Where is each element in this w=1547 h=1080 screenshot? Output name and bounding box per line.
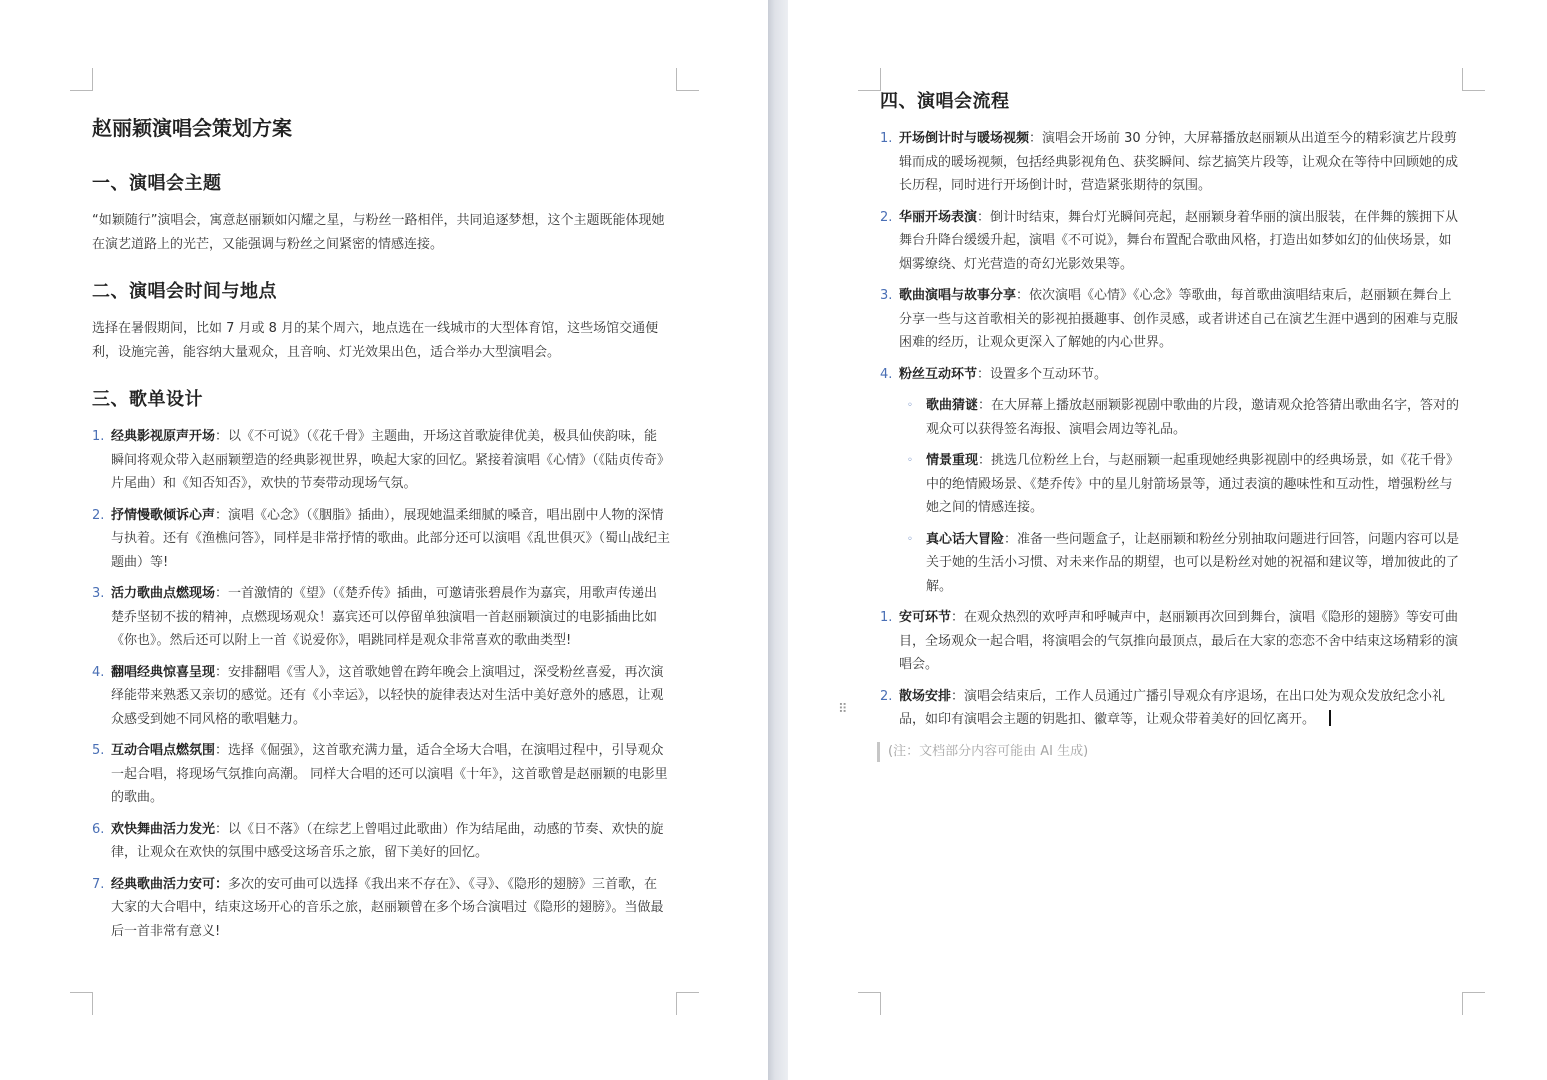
list-number: 2. <box>880 688 893 704</box>
list-number: 4. <box>92 664 105 680</box>
list-item-text: ：挑选几位粉丝上台，与赵丽颖一起重现她经典影视剧中的经典场景，如《花千骨》中的绝情殿场景、《楚乔传》中的星儿射箭场景等，通过表演的趣味性和互动性，增强粉丝与她之间的情感连接。 <box>926 453 1460 515</box>
list-item-label: 欢快舞曲活力发光 <box>111 821 216 837</box>
list-number: 3. <box>92 586 105 601</box>
section-heading-time-venue[interactable]: 二、演唱会时间与地点 <box>92 281 277 302</box>
sub-list-item[interactable] <box>880 449 1464 520</box>
list-item-label: 华丽开场表演 <box>899 209 978 225</box>
page-2-content[interactable] <box>880 89 1464 762</box>
sub-list-item[interactable] <box>880 528 1464 599</box>
list-item[interactable] <box>880 606 1464 677</box>
list-item-label: 安可环节 <box>899 610 952 625</box>
interaction-sublist <box>880 394 1464 598</box>
list-item-label: 开场倒计时与暖场视频 <box>899 131 1030 146</box>
bullet-icon: ◦ <box>907 455 913 466</box>
bullet-icon: ◦ <box>907 533 913 545</box>
list-item-label: 互动合唱点燃氛围 <box>111 743 216 758</box>
list-item[interactable] <box>92 739 670 810</box>
list-item-text: ：在大屏幕上播放赵丽颖影视剧中歌曲的片段，邀请观众抢答猜出歌曲名字，答对的观众可以获得签名海报、演唱会周边等礼品。 <box>926 398 1460 437</box>
list-item-text: ：选择《倔强》，这首歌充满力量，适合全场大合唱，在演唱过程中，引导观众一起合唱，将现场气氛推向高潮。 同样大合唱的还可以演唱《十年》，这首歌曾是赵丽颖的电影里的歌曲。 <box>111 743 668 805</box>
list-item[interactable] <box>92 818 670 865</box>
crop-mark <box>858 992 881 1015</box>
crop-mark <box>70 68 93 91</box>
list-item-text: ：以《日不落》（在综艺上曾唱过此歌曲）作为结尾曲，动感的节奏、欢快的旋律，让观众在欢快的氛围中感受这场音乐之旅，留下美好的回忆。 <box>111 821 664 860</box>
crop-mark <box>676 68 699 91</box>
list-number: 1. <box>880 610 893 625</box>
list-item-label: 散场安排 <box>899 688 952 704</box>
section-text-time-venue[interactable]: 选择在暑假期间，比如 7 月或 8 月的某个周六，地点选在一线城市的大型体育馆，这些场馆交通便利，设施完善，能容纳大量观众，且音响、灯光效果出色，适合举办大型演唱会。 <box>92 321 659 360</box>
list-number: 3. <box>880 288 893 303</box>
list-item[interactable] <box>880 685 1464 732</box>
list-item[interactable] <box>92 873 670 944</box>
list-item[interactable] <box>880 284 1464 355</box>
section-heading-setlist[interactable]: 三、歌单设计 <box>92 389 203 410</box>
flow-list-continued <box>880 606 1464 732</box>
list-item-text: ：设置多个互动环节。 <box>977 366 1108 382</box>
list-item[interactable] <box>92 661 670 732</box>
bullet-icon: ◦ <box>907 400 913 411</box>
section-text-theme[interactable]: “如颖随行”演唱会，寓意赵丽颖如闪耀之星，与粉丝一路相伴，共同追逐梦想，这个主题既能体现她在演艺道路上的光芒，又能强调与粉丝之间紧密的情感连接。 <box>92 213 665 252</box>
list-item-text: ：演唱《心念》（《胭脂》插曲），展现她温柔细腻的嗓音，唱出剧中人物的深情与执着。还有《渔樵问答》，同样是非常抒情的歌曲。此部分还可以演唱《乱世俱灭》（蜀山战纪主题曲）等! <box>111 507 671 570</box>
list-item-text: ：在观众热烈的欢呼声和呼喊声中，赵丽颖再次回到舞台，演唱《隐形的翅膀》等安可曲目，全场观众一起合唱，将演唱会的气氛推向最顶点，最后在大家的恋恋不舍中结束这场精彩的演唱会。 <box>899 610 1459 672</box>
crop-mark <box>70 992 93 1015</box>
section-heading-theme[interactable]: 一、演唱会主题 <box>92 173 222 194</box>
list-item-text: 多次的安可曲可以选择《我出来不存在》、《寻》、《隐形的翅膀》三首歌，在大家的大合唱中，结束这场开心的音乐之旅，赵丽颖曾在多个场合演唱过《隐形的翅膀》。当做最后一首非常有意义! <box>111 876 664 939</box>
section-heading-flow[interactable]: 四、演唱会流程 <box>880 91 1010 112</box>
crop-mark <box>1462 992 1485 1015</box>
document-page-1 <box>0 0 768 1080</box>
list-item[interactable] <box>880 206 1464 277</box>
list-item-label: 经典影视原声开场 <box>111 429 216 444</box>
list-item-text: ：安排翻唱《雪人》，这首歌她曾在跨年晚会上演唱过，深受粉丝喜爱，再次演绎能带来熟悉又亲切的感觉。还有《小幸运》，以轻快的旋律表达对生活中美好意外的感恩，让观众感受到她不同风格的歌唱魅力。 <box>111 664 664 727</box>
list-item-text: ：依次演唱《心情》《心念》等歌曲，每首歌曲演唱结束后，赵丽颖在舞台上分享一些与这首歌相关的影视拍摄趣事、创作灵感，或者讲述自己在演艺生涯中遇到的困难与克服困难的经历，让观众更深入了解她的内心世界。 <box>899 288 1459 350</box>
list-item-text: ：准备一些问题盒子，让赵丽颖和粉丝分别抽取问题进行回答，问题内容可以是关于她的生活小习惯、对未来作品的期望，也可以是粉丝对她的祝福和建议等，增加彼此的了解。 <box>926 531 1460 594</box>
crop-mark <box>676 992 699 1015</box>
list-item[interactable] <box>92 504 670 575</box>
list-item-label: 经典歌曲活力安可： <box>111 876 229 892</box>
list-item-label: 活力歌曲点燃现场 <box>111 586 216 601</box>
list-number: 6. <box>92 821 105 837</box>
text-cursor <box>1329 710 1331 726</box>
list-item-label: 粉丝互动环节 <box>899 366 978 382</box>
document-page-2 <box>788 0 1547 1080</box>
document-title[interactable]: 赵丽颖演唱会策划方案 <box>92 116 292 140</box>
crop-mark <box>858 68 881 91</box>
list-item-text: ：倒计时结束，舞台灯光瞬间亮起，赵丽颖身着华丽的演出服装，在伴舞的簇拥下从舞台升降台缓缓升起，演唱《不可说》，舞台布置配合歌曲风格，打造出如梦如幻的仙侠场景，如烟雾缭绕、灯光营造的奇幻光影效果等。 <box>899 209 1459 272</box>
list-item-text: ：演唱会结束后，工作人员通过广播引导观众有序退场，在出口处为观众发放纪念小礼品，如印有演唱会主题的钥匙扣、徽章等，让观众带着美好的回忆离开。 <box>899 688 1446 727</box>
sub-list-item[interactable] <box>880 394 1464 441</box>
list-number: 2. <box>92 507 105 523</box>
list-number: 4. <box>880 366 893 382</box>
list-item[interactable] <box>92 425 670 496</box>
list-item-label: 歌曲猜谜 <box>926 398 979 413</box>
list-item-text: ：一首激情的《望》（《楚乔传》插曲，可邀请张碧晨作为嘉宾，用歌声传递出楚乔坚韧不拔的精神，点燃现场观众！嘉宾还可以停留单独演唱一首赵丽颖演过的电影插曲比如《你也》。然后还可以附上一首《说爱你》，唱跳同样是观众非常喜欢的歌曲类型! <box>111 586 658 648</box>
drag-handle-icon[interactable]: ⠿ <box>838 702 846 717</box>
list-item-label: 情景重现 <box>926 453 979 468</box>
list-number: 7. <box>92 876 105 892</box>
page-1-content[interactable] <box>92 113 670 951</box>
list-item-label: 歌曲演唱与故事分享 <box>899 288 1017 303</box>
list-number: 1. <box>880 131 893 146</box>
setlist-list <box>92 425 670 943</box>
list-item[interactable] <box>92 582 670 653</box>
list-item-text: ：以《不可说》（《花千骨》主题曲，开场这首歌旋律优美，极具仙侠韵味，能瞬间将观众带入赵丽颖塑造的经典影视世界，唤起大家的回忆。紧接着演唱《心情》（《陆贞传奇》片尾曲）和《知否知否》，欢快的节奏带动现场气氛。 <box>111 429 671 491</box>
list-number: 1. <box>92 429 105 444</box>
list-item[interactable] <box>880 363 1464 387</box>
list-item[interactable] <box>880 127 1464 198</box>
list-item-label: 真心话大冒险 <box>926 531 1005 547</box>
list-item-label: 抒情慢歌倾诉心声 <box>111 507 216 523</box>
list-item-text: ：演唱会开场前 30 分钟，大屏幕播放赵丽颖从出道至今的精彩演艺片段剪辑而成的暖场视频，包括经典影视角色、获奖瞬间、综艺搞笑片段等，让观众在等待中回顾她的成长历程，同时进行开场倒计时，营造紧张期待的氛围。 <box>899 131 1459 193</box>
page-separator <box>768 0 788 1080</box>
list-number: 5. <box>92 743 105 758</box>
crop-mark <box>1462 68 1485 91</box>
flow-list <box>880 127 1464 386</box>
list-number: 2. <box>880 209 893 225</box>
list-item-label: 翻唱经典惊喜呈现 <box>111 664 216 680</box>
ai-disclaimer-note[interactable]: (注：文档部分内容可能由 AI 生成) <box>877 742 1464 762</box>
